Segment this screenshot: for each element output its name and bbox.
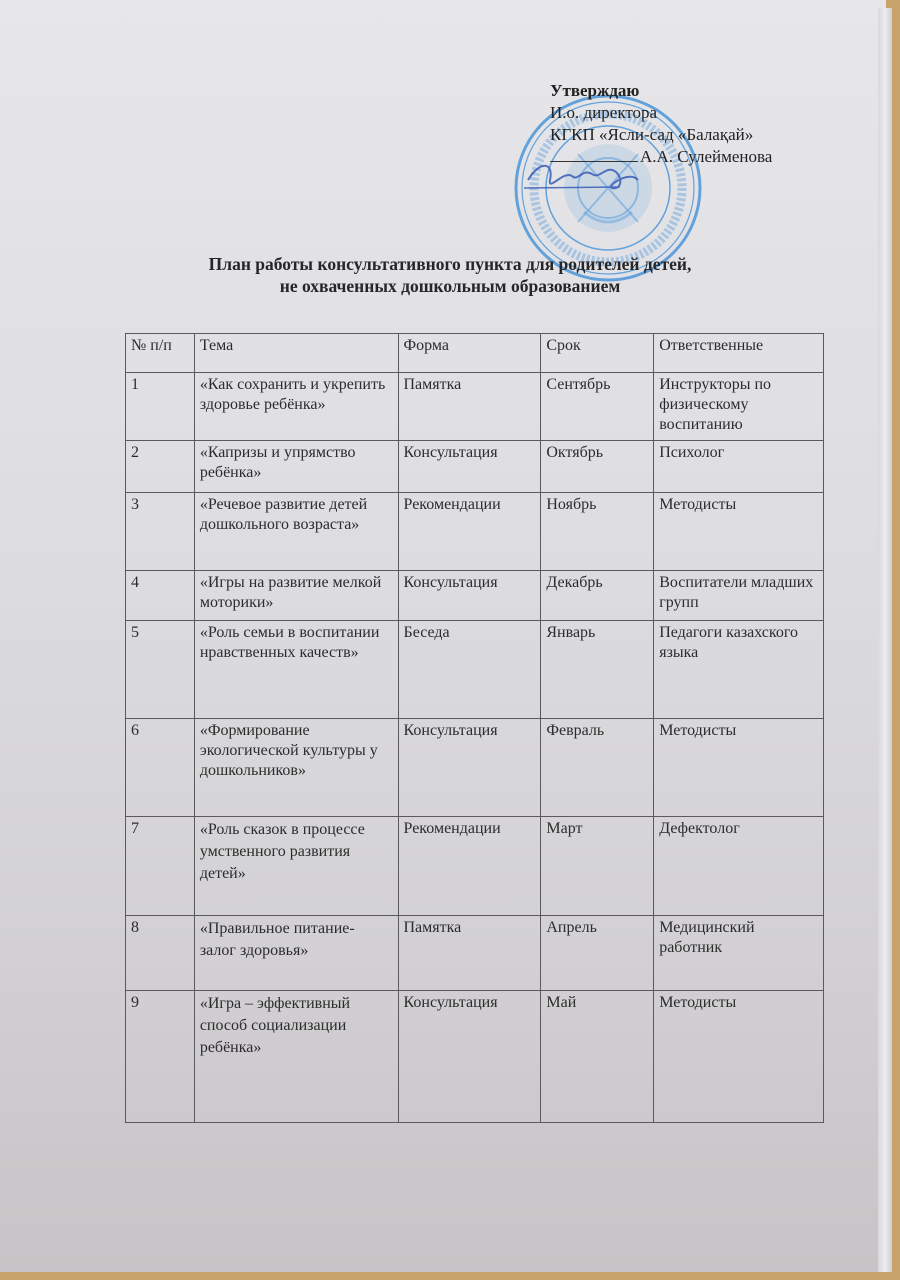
cell-number: 2 xyxy=(126,441,195,493)
cell-form: Консультация xyxy=(398,991,541,1123)
table-row xyxy=(126,719,824,817)
cell-topic: «Формирование экологической культуры у дошкольников» xyxy=(194,719,398,817)
cell-number: 7 xyxy=(126,817,195,916)
plan-table xyxy=(125,333,824,1123)
signature-line xyxy=(550,161,638,162)
cell-form: Памятка xyxy=(398,916,541,991)
cell-term: Февраль xyxy=(541,719,654,817)
cell-topic: «Игры на развитие мелкой моторики» xyxy=(194,571,398,621)
header-responsible: Ответственные xyxy=(654,334,824,373)
cell-responsible: Методисты xyxy=(654,991,824,1123)
cell-term: Октябрь xyxy=(541,441,654,493)
paper-edge xyxy=(878,8,892,1272)
cell-topic: «Роль сказок в процессе умственного развития детей» xyxy=(194,817,398,916)
cell-number: 8 xyxy=(126,916,195,991)
cell-topic: «Роль семьи в воспитании нравственных качеств» xyxy=(194,621,398,719)
cell-responsible: Инструкторы по физическому воспитанию xyxy=(654,373,824,441)
cell-form: Консультация xyxy=(398,571,541,621)
document-title xyxy=(0,253,900,297)
header-term: Срок xyxy=(541,334,654,373)
cell-form: Беседа xyxy=(398,621,541,719)
approval-heading: Утверждаю xyxy=(550,81,640,100)
cell-number: 3 xyxy=(126,493,195,571)
header-number: № п/п xyxy=(126,334,195,373)
cell-topic: «Игра – эффективный способ социализации ребёнка» xyxy=(194,991,398,1123)
cell-responsible: Медицинский работник xyxy=(654,916,824,991)
table-row xyxy=(126,621,824,719)
cell-number: 4 xyxy=(126,571,195,621)
cell-responsible: Дефектолог xyxy=(654,817,824,916)
table-row xyxy=(126,916,824,991)
cell-topic: «Капризы и упрямство ребёнка» xyxy=(194,441,398,493)
cell-term: Апрель xyxy=(541,916,654,991)
cell-term: Декабрь xyxy=(541,571,654,621)
approval-signatory-line xyxy=(550,146,772,168)
cell-responsible: Педагоги казахского языка xyxy=(654,621,824,719)
cell-topic: «Речевое развитие детей дошкольного возраста» xyxy=(194,493,398,571)
table-header-row xyxy=(126,334,824,373)
cell-topic: «Правильное питание- залог здоровья» xyxy=(194,916,398,991)
cell-form: Рекомендации xyxy=(398,817,541,916)
cell-number: 1 xyxy=(126,373,195,441)
approval-organization: КГКП «Ясли-сад «Балақай» xyxy=(550,125,754,144)
cell-term: Май xyxy=(541,991,654,1123)
title-line-1: План работы консультативного пункта для родителей детей, xyxy=(208,254,692,274)
cell-responsible: Методисты xyxy=(654,719,824,817)
approval-signatory: А.А. Сулейменова xyxy=(640,147,773,166)
table-row xyxy=(126,991,824,1123)
cell-term: Март xyxy=(541,817,654,916)
cell-number: 5 xyxy=(126,621,195,719)
cell-form: Памятка xyxy=(398,373,541,441)
table-row xyxy=(126,817,824,916)
table-row xyxy=(126,373,824,441)
cell-number: 9 xyxy=(126,991,195,1123)
approval-position: И.о. директора xyxy=(550,103,658,122)
title-line-2: не охваченных дошкольным образованием xyxy=(279,276,621,296)
cell-form: Рекомендации xyxy=(398,493,541,571)
cell-term: Ноябрь xyxy=(541,493,654,571)
cell-responsible: Психолог xyxy=(654,441,824,493)
cell-responsible: Методисты xyxy=(654,493,824,571)
cell-term: Сентябрь xyxy=(541,373,654,441)
cell-number: 6 xyxy=(126,719,195,817)
table-row xyxy=(126,571,824,621)
table-row xyxy=(126,493,824,571)
cell-topic: «Как сохранить и укрепить здоровье ребёнка» xyxy=(194,373,398,441)
header-topic: Тема xyxy=(194,334,398,373)
approval-block xyxy=(550,80,772,168)
cell-form: Консультация xyxy=(398,441,541,493)
header-form: Форма xyxy=(398,334,541,373)
table-row xyxy=(126,441,824,493)
cell-responsible: Воспитатели младших групп xyxy=(654,571,824,621)
cell-form: Консультация xyxy=(398,719,541,817)
cell-term: Январь xyxy=(541,621,654,719)
